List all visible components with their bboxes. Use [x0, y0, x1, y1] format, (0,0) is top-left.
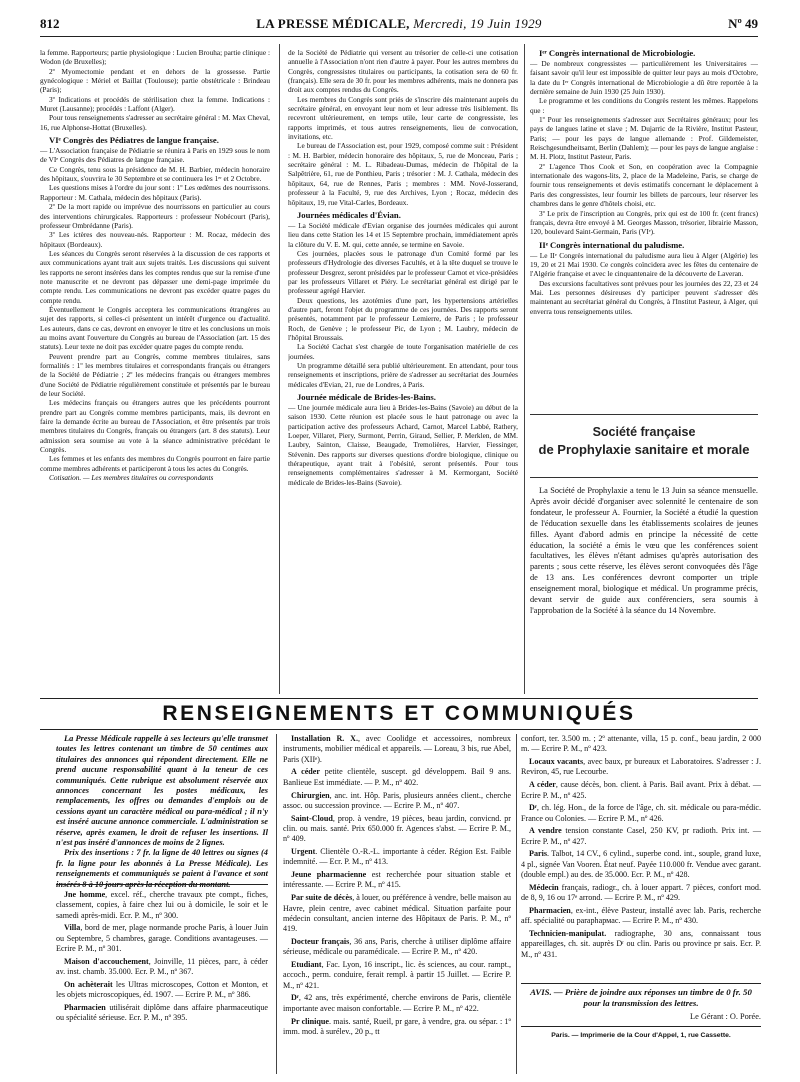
ad-heading: Jeune pharmacienne — [291, 870, 367, 880]
paragraph: Cotisation. — Les membres titulaires ou correspondants — [49, 473, 214, 483]
article-heading: Journée médicale de Brides-les-Bains. — [297, 392, 436, 403]
ad-heading: Installation R. X. — [291, 734, 359, 743]
ad-heading: On achèterait — [64, 979, 113, 989]
classified-ad — [283, 937, 511, 958]
column-rule — [276, 734, 277, 1074]
column-3-top — [530, 48, 758, 410]
ad-text: , excel. réf., cherche travaux pte compt., fiches, classement, copies, à faire chez lui ou à domicile, le soir et le samedi après-midi. Ecr. P. M., nº 300. — [56, 890, 268, 920]
article-heading: IIᵉ Congrès international du paludisme. — [539, 239, 685, 250]
ad-text: , avec baux, pr bureaux et Laboratoires. S'adresser : J. Reviron, 45, rue Lecourbe. — [521, 757, 761, 777]
section-divider — [40, 729, 758, 730]
paragraph: — Une journée médicale aura lieu à Brides-les-Bains (Savoie) au début de la saison 1930. Cette réunion est placée sous le haut patronage ou avec la participation active des professeurs Achard, Carnot, Marcel Labbé, Rathery, Loeper, Villaret, Piery, Surmont, Perrin, Giraud, Sellier, P. Merklen, de MM. Laubry, Sainton, Claisse, Beaugade, Tremolières, Harvier, Fiessinger, Stévenin. Des rapports sur diverses questions d'ordre biologique, clinique ou thérapeutique, ayant trait à l'obésité, seront présentés. Pour tous renseignements complémentaires s'adresser à M. Kermorgant, Société médicale de Brides-les-Bains (Savoie). — [288, 403, 518, 487]
section-title — [530, 424, 758, 458]
paragraph: Le bureau de l'Association est, pour 1929, composé comme suit : Président : M. H. Barbier, médecin honoraire des hôpitaux, 5, rue de Monceau, Paris ; secrétaire général : M. L. Ribadeau-Dumas, médecin de l'hôpital de la Salpêtrière, 61, rue de Ponthieu, Paris ; trésorier : M. J. Cathala, médecin des hôpitaux, 64, rue de Rennes, Paris ; membres : MM. Nové-Josserand, professeur à la Faculté, 9, rue des Archives, Lyon ; Rocaz, médecin des hôpitaux, 19, rue Vital-Carles, Bordeaux. — [288, 141, 518, 207]
ad-text: utilisérait diplôme dans affaire pharmaceutique ou spécialité sérieuse. Ecr. P. M., nº 395. — [56, 1003, 268, 1023]
avis-divider — [521, 983, 761, 984]
paragraph: 1º Pour les renseignements s'adresser aux Secrétaires généraux; pour les pays de langues latine et slave ; M. Dujarric de la Rivière, Institut Pasteur, Paris; — pour les pays de langue allemande : Prof. Gildemeister, Reischgesundheitsamt, Berlin (Dahlem); — pour les pays de langue anglaise : M. H. Plotz, Institut Pasteur, Paris. — [530, 115, 758, 162]
ad-heading: Maison d'accouchement — [64, 956, 149, 966]
ads-column-2 — [283, 734, 511, 1078]
ad-heading: Jne homme — [64, 890, 106, 899]
paragraph: Les séances du Congrès seront réservées à la discussion de ces rapports et aux communications ayant trait aux sujets traités. Les discussions qui suivent les rapports ne seront insérées dans les comptes rendus que sur la remise d'une note manuscrite et ne devront pas dépasser une demi-page imprimée du compte rendu. Les communications ne devront pas excéder quatre pages du compte rendu. — [40, 248, 270, 305]
classified-ad — [283, 993, 511, 1014]
ad-heading: Dʳ — [291, 993, 299, 1003]
classified-ad — [56, 923, 268, 954]
paragraph: Les médecins français ou étrangers autres que les précédents pourront prendre part au Congrès comme membres participants, mais, ils devront en faire la demande écrite au bureau de l'Association, et être présentés par trois membres titulaires du Congrès, français ou étrangers (art. 8 des statuts). Leur admission sera soumise au vote à la séance administrative précédant le Congrès. — [40, 398, 270, 455]
ad-text: , 36 ans, Paris, cherche à utiliser diplôme affaire sérieuse, médicale ou paramédicale. — Ecrire P. M., nº 420. — [283, 936, 511, 957]
classified-ad — [56, 890, 268, 921]
ad-heading: Pharmacien — [529, 905, 571, 915]
article-heading: Journées médicales d'Évian. — [297, 209, 401, 220]
ad-heading: Villa — [64, 923, 81, 933]
classified-ad — [56, 1003, 268, 1024]
ad-heading: A céder — [529, 780, 556, 790]
column-3-bottom — [530, 486, 758, 696]
classified-ad — [56, 980, 268, 1001]
column-1 — [40, 48, 270, 696]
printer-line: Paris. — Imprimerie de la Cour d'Appel, 1, rue Cassette. — [551, 1032, 731, 1039]
ad-heading: Technicien-manipulat. — [529, 928, 607, 938]
ad-heading: Docteur français — [291, 936, 350, 946]
ad-text: , bord de mer, plage normande proche Paris, à louer Juin ou Septembre, 5 chambres, garage. Conditions avantageuses. — Ecrire P. M., nº 301. — [56, 923, 268, 954]
article-heading: VIᵉ Congrès des Pédiatres de langue française. — [49, 135, 219, 146]
paragraph: — La Société médicale d'Evian organise des journées médicales qui auront lieu dans cette Station les 14 et 15 Septembre prochain, immédiatement après la clôture du V. E. M. qui, cette année, se termine en Savoie. — [288, 220, 518, 249]
notice-block — [56, 734, 268, 890]
page-number: 812 — [40, 16, 60, 31]
ad-text: français, radiogr., ch. à louer appart. 7 pièces, confort mod. de 8, 9, 16 ou 17ᵉ arrond. — Ecrire P. M., nº 429. — [521, 882, 761, 903]
page-header — [40, 14, 758, 37]
journal-name: LA PRESSE MÉDICALE, — [256, 16, 410, 31]
ad-text: , cause décès, bon. client. à Paris. Bail avant. Prix à débat. — Ecrire P. M., nº 425. — [521, 780, 761, 800]
journal-title — [40, 16, 758, 32]
paragraph: — L'Association française de Pédiatrie se réunira à Paris en 1929 sous le nom de VIᵉ Congrès des Pédiatres de langue française. — [40, 146, 270, 165]
classified-ad — [521, 883, 761, 904]
paragraph: Peuvent prendre part au Congrès, comme membres titulaires, sans formalités : 1º les membres titulaires et correspondants français ou étrangers de la Société de Pédiatrie ; 2º les médecins français ou étrangers membres d'une Société de Pédiatrie régulièrement constituée et présentés par le bureau de leur Société. — [40, 351, 270, 399]
ad-heading: Par suite de décès — [291, 893, 353, 903]
article-heading: Iᵉʳ Congrès international de Microbiologie. — [539, 48, 696, 58]
classified-ad — [283, 767, 511, 788]
ad-text: , ch. lég. Hon., de la force de l'âge, ch. sit. médicale ou para-médic. France ou Colonies. — Ecrire P. M., nº 426. — [521, 803, 761, 823]
ad-text: petite clientèle, suscept. gd développem. Bail 9 ans. Banlieue Est immédiate. — P. M., nº 402. — [283, 767, 511, 787]
classified-ad — [521, 734, 761, 755]
ad-heading: Médecin — [529, 882, 559, 892]
ad-text: est recherchée pour situation stable et intéressante. — Ecrire P. M., nº 415. — [283, 870, 512, 890]
column-rule — [524, 44, 525, 694]
avis-notice: AVIS. — Prière de joindre aux réponses un timbre de 0 fr. 50 pour la transmission des lettres. — [530, 987, 752, 1008]
paragraph: 2º De la mort rapide ou imprévue des nourrissons en particulier au cours des interventions chirurgicales. Rapporteurs : professeur Nobécourt (Paris), professeur Ombrédanne (Paris). — [40, 202, 270, 230]
column-2 — [288, 48, 518, 696]
paragraph: Les membres du Congrès sont priés de s'inscrire dès maintenant auprès du secrétaire général, en envoyant leur nom et leur adresse très lisiblement. Ils recevront ultérieurement, en temps utile, leur carte de congressiste, les rapports imprimés, et tous autres renseignements, lieu de convocation, invitations, etc. — [288, 94, 518, 142]
ad-heading: Pr clinique — [291, 1016, 330, 1026]
classified-ad — [283, 734, 511, 765]
ad-text: , avec Coolidge et accessoires, nombreux instruments, mobilier médical et appareils. — Loreau, 3 bis, rue Abel, Paris (XIIᵉ). — [283, 734, 511, 764]
classified-ad — [521, 757, 761, 778]
section-title-line-2: de Prophylaxie sanitaire et morale — [538, 442, 750, 457]
ad-heading: Locaux vacants — [529, 757, 584, 767]
ads-column-3 — [521, 734, 761, 984]
ad-heading: A céder — [291, 767, 320, 777]
paragraph: — Le IIᵉ Congrès international du paludisme aura lieu à Alger (Algérie) les 19, 20 et 21 Mai 1930. Ce congrès coïncidera avec les fêtes du centenaire de l'Algérie française et avec le cinquantenaire de la découverte de Laveran. — [530, 250, 758, 279]
ad-text: , prop. à vendre, 19 pièces, beau jardin, convicnd. pr clin. ou mais. santé. Prix 650.000 fr. Agences s'abst. — Ecrire P. M., nº 409. — [283, 813, 511, 844]
paragraph: 3º Le prix de l'inscription au Congrès, prix qui est de 100 fr. (cent francs) français, devra être envoyé à M. Georges Masson, trésorier, librairie Masson, 120, boulevard Saint-Germain, Paris (VIᵉ). — [530, 208, 758, 237]
classified-ad — [283, 870, 511, 891]
paragraph: La Société Cachat s'est chargée de toute l'organisation matérielle de ces journées. — [288, 342, 518, 361]
section-divider — [40, 698, 758, 699]
ad-text: , Joinville, 11 pièces, parc, à céder av. inst. chamb. 35.000. Ecr. P. M., nº 367. — [56, 956, 268, 977]
ad-text: tension constante Casel, 250 KV, pr radioth. Prix int. — Ecrire P. M., nº 427. — [521, 826, 761, 846]
footer-divider — [521, 1026, 761, 1027]
ad-text: , Fac. Lyon, 16 inscript., lic. ès sciences, au cour. rampt., accoch., perm. conduire, ferait rempl. à partir 15 Juillet. — Ecrire P. M., nº 421. — [283, 960, 511, 990]
ad-text: , anc. int. Hôp. Paris, plusieurs années client., cherche assoc. ou succession province. — Ecrire P. M., nº 407. — [283, 790, 511, 810]
paragraph: Des excursions facultatives sont prévues pour les journées des 22, 23 et 24 Mai. Les personnes désireuses d'y participer peuvent s'adresser dès maintenant au secrétariat général du Congrès, à l'Institut Pasteur, à Alger, qui enverra tous renseignements utiles. — [530, 278, 758, 316]
ad-text: , 42 ans, très expérimenté, cherche environs de Paris, clientèle importante avec maison confortable. — Ecrire P. M., nº 422. — [283, 993, 511, 1013]
ad-heading: Urgent — [291, 847, 316, 856]
issue-date: Mercredi, 19 Juin 1929 — [413, 16, 542, 31]
paragraph: Pour tous renseignements s'adresser au secrétaire général : M. Max Cheval, 16, rue Alphonse-Hottat (Bruxelles). — [40, 113, 270, 132]
ad-heading: A vendre — [529, 826, 562, 836]
ad-heading: Chirurgien — [291, 790, 330, 800]
paragraph: Deux questions, les azotémies d'une part, les hypertensions artérielles d'autre part, feront l'objet du programme de ces journées. Des rapports seront présentés, notamment par le professeur Lemierre, de Paris ; le professeur Roch, de Genève ; le professeur Pic, de Lyon ; M. Laubry, médecin de l'hôpital Broussais. — [288, 295, 518, 342]
classified-ad — [283, 847, 511, 868]
ad-heading: Saint-Cloud — [291, 813, 333, 823]
ad-heading: Pharmacien — [64, 1003, 106, 1012]
paragraph: la femme. Rapporteurs; partie physiologique : Lucien Brouha; partie clinique : Wodon (de Bruxelles); — [40, 48, 270, 67]
paragraph: Éventuellement le Congrès acceptera les communications étrangères au sujet des rapports, si celles-ci présentent un intérêt d'urgence ou d'actualité. Les auteurs, dans ce cas, devront en envoyer le titre et les conclusions un mois au moins avant l'ouverture du Congrès au bureau de l'Association (art. 15 des statuts). Leur texte ne doit pas excéder quatre pages du compte rendu. — [40, 304, 270, 352]
ad-text: , à louer, ou préférence à vendre, belle maison au Havre, plein centre, avec cabinet médical. Situation parfaite pour médecin consultant, ancien interne des Hôpitaux de Paris. P. M., nº 419. — [283, 893, 511, 934]
ad-heading: Etudiant — [291, 960, 322, 969]
ad-text: radiographe, 30 ans, connaissant tous appareillages, ch. sit. auprès Dʳ ou clin. Paris ou province pr sais. Ecr. P. M., nº 431. — [521, 928, 761, 959]
notice-paragraph: Prix des insertions : 7 fr. la ligne de 40 lettres ou signes (4 fr. la ligne pour les abonnés à La Presse Médicale). Les renseignements et communiqués se paient à l'avance et sont insérés 8 à 10 jours après la réception du montant. — [56, 848, 268, 889]
notice-paragraph: La Presse Médicale rappelle à ses lecteurs qu'elle transmet toutes les lettres contenant un timbre de 50 centimes aux titulaires des annonces qui répondent directement. Elle ne prend aucune responsabilité quant à la teneur de ces communiqués. Cette rubrique est absolument réservée aux annonces concernant les postes médicaux, les remplacements, les offres ou demandes d'emplois ou de cessions ayant un caractère médical ou para-médical ; il n'y est inséré aucune annonce commerciale. L'administration se réserve, après examen, le droit de refuser les insertions. Il n'est pas inséré d'annonces de moins de 2 lignes. — [56, 734, 268, 848]
ad-text: . Clientèle O.-R.-L. importante à céder. Région Est. Faible indemnité. — Ecr. P. M., nº 413. — [283, 847, 511, 867]
classified-ad — [283, 893, 511, 934]
classified-ad — [521, 780, 761, 801]
paragraph: 2º Myomectomie pendant et en dehors de la grossesse. Partie gynécologique : Mériel et Baillat (Toulouse); partie obstétricale : Brindeau (Paris); — [40, 66, 270, 95]
paragraph: Les questions mises à l'ordre du jour sont : 1º Les œdèmes des nourrissons. Rapporteur : M. Cathala, médecin des hôpitaux (Paris). — [40, 183, 270, 202]
column-rule — [279, 44, 280, 694]
classified-ad — [521, 849, 761, 880]
classified-ad — [521, 906, 761, 927]
ads-column-1 — [56, 890, 268, 1055]
paragraph: Un programme détaillé sera publié ultérieurement. En attendant, pour tous renseignements et inscriptions, prière de s'adresser au secrétariat des Journées médicales d'Evian, 21, rue de Londres, à Paris. — [288, 361, 518, 389]
ad-text: . mais. santé, Rueil, pr gare, à vendre, gra. ou sépar. : 1º imm. mod. à surélev., 20 p., tt — [283, 1016, 511, 1036]
paragraph: Ces journées, placées sous le patronage d'un Comité formé par les professeurs d'Hydrologie des diverses Facultés, et à la tête duquel se trouve le professeur Desgrez, seront présidées par le professeur Carnot et vice-présidées par les professeurs Villaret et Piéry. Le secrétariat général est dirigé par le professeur agrégé Harvier. — [288, 248, 518, 296]
classified-ad — [56, 957, 268, 978]
ad-heading: Dʳ — [529, 803, 537, 813]
classified-ad — [283, 1017, 511, 1038]
paragraph: de la Société de Pédiatrie qui versent au trésorier de celle-ci une cotisation annuelle à l'Association n'ont rien d'autre à payer. Pour les autres membres du Congrès, congressistes titulaires ou participants, la cotisation sera de 60 fr. (français). Elle sera de 30 fr. pour les membres adhérents, mais ne donnera pas droit aux comptes rendus du Congrès. — [288, 48, 518, 95]
ad-text: , ex-int., élève Pasteur, installé avec lab. Paris, recherche aff. spécialité ou paraphармac. — Ecrire P. M., nº 430. — [521, 905, 761, 926]
paragraph: 3º Indications et procédés de stérilisation chez la femme. Indications : Muret (Lausanne); procédés : Laffont (Alger). — [40, 94, 270, 114]
ad-text: . Talbot, 14 CV., 6 cylind., superbe cond. int., souple, grand luxe, 4 pl., signée Van Vooren. État neuf. Payée 110.000 fr. Vendue avec garant. (double empl.) au des. de 35.000. Ecr. P. M., nº 428. — [521, 849, 761, 880]
paragraph: — De nombreux congressistes — particulièrement les Universitaires — faisant savoir qu'il leur est impossible de quitter leur pays au mois d'Octobre, la date du Iᵉʳ Congrès international de Microbiologie a dû être reportée à la dernière semaine de Juin 1930 (25 Juin 1930). — [530, 59, 758, 97]
ad-text: les Ultras microscopes, Cotton et Monton, et les objets microscopiques, éd. 1907. — Ecrire P. M., nº 386. — [56, 979, 268, 1000]
classified-ad — [521, 803, 761, 824]
ad-heading: Paris — [529, 849, 547, 859]
ad-text: confort, ter. 3.500 m. ; 2º attenante, villa, 15 p. conf., beau jardin, 2 000 m. — Ecrire P. M., nº 423. — [521, 734, 761, 754]
paragraph: Le programme et les conditions du Congrès restent les mêmes. Rappelons que : — [530, 96, 758, 115]
section-heading: RENSEIGNEMENTS ET COMMUNIQUÉS — [162, 702, 636, 725]
section-title-line-1: Société française — [592, 425, 696, 439]
paragraph: 3º Les ictères des nouveau-nés. Rapporteur : M. Rocaz, médecin des hôpitaux (Bordeaux). — [40, 230, 270, 249]
classified-ad — [283, 960, 511, 991]
issue-number: Nº 49 — [728, 16, 758, 31]
column-rule — [516, 734, 517, 1074]
paragraph: 2º L'agence Thos Cook et Son, en coopération avec la Compagnie internationale des wagons-lits, 2, place de la Madeleine, Paris, se charge de fournir tous renseignements et devis estimatifs concernant le déplacement à Paris des congressistes, leur fournir les billets de parcours, leur réserver les chambres dans le genre d'hôtels choisi, etc. — [530, 161, 758, 209]
paragraph: Les femmes et les enfants des membres du Congrès pourront en faire partie comme membres adhérents et participeront à tous les actes du Congrès. — [40, 454, 270, 473]
paragraph: La Société de Prophylaxie a tenu le 13 Juin sa séance mensuelle. Après avoir décidé d'organiser avec solennité le centenaire de son fondateur, le professeur A. Fournier, la Société a étudié la question de l'éducation sexuelle dans les établissements scolaires de jeunes filles. Ayant d'abord admis en principe la nécessité de cette éducation, la société a émis le vœu que les conférences soient facultatives, les élèves n'étant admises qu'après autorisation des parents ; sous cette réserve, les élèves seront convoquées dès l'âge de 13 ans. Les conférences devront comporter un triple enseignement moral, biologique et médical. Un programme précis, devant servir de guide aux conférenciers, sera soumis à l'approbation de la Société à la séance du 14 Novembre. — [530, 486, 758, 615]
classified-ad — [521, 929, 761, 960]
classified-ad — [283, 814, 511, 845]
notice-divider — [56, 884, 268, 885]
classified-ad — [283, 791, 511, 812]
classified-ad — [521, 826, 761, 847]
paragraph: Ce Congrès, tenu sous la présidence de M. H. Barbier, médecin honoraire des hôpitaux, s'ouvrira le 30 Septembre et se continuera les 1ᵉʳ et 2 Octobre. — [40, 164, 270, 184]
gerant-line: Le Gérant : O. Porée. — [690, 1012, 761, 1021]
